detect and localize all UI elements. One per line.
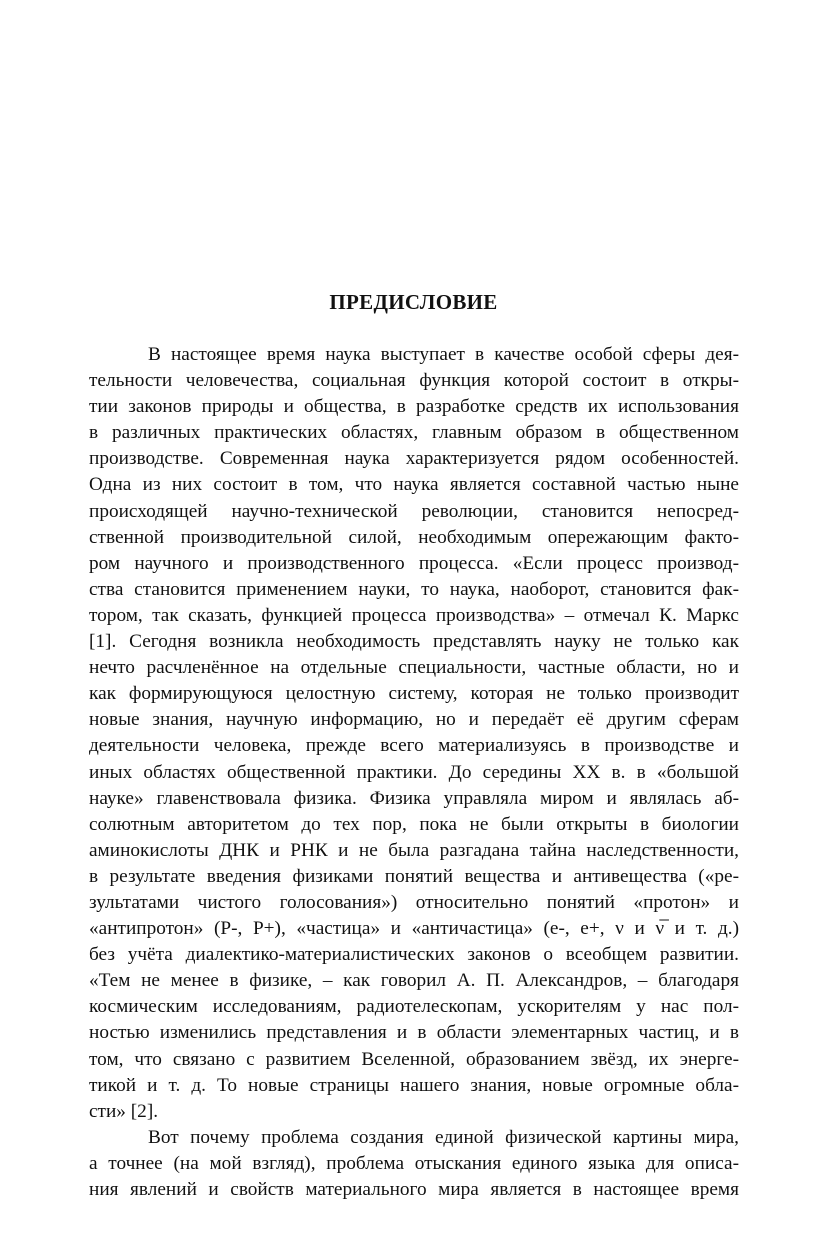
body-text	[89, 342, 739, 1203]
text-line: ственной производительной силой, необходимым опережающим факто-	[89, 526, 739, 548]
text-line: происходящей научно-технической революции, становится непосред-	[89, 500, 739, 522]
text-line: «Тем не менее в физике, – как говорил А. П. Александров, – благодаря	[89, 970, 739, 992]
text-line: иных областях общественной практики. До середины XX в. в «большой	[89, 761, 739, 783]
text-line: зультатами чистого голосования») относительно понятий «протон» и	[89, 891, 739, 913]
text-line: тии законов природы и общества, в разработке средств их использования	[89, 396, 739, 418]
text-line: космическим исследованиям, радиотелескопам, ускорителям у нас пол-	[89, 996, 739, 1018]
text-line: в результате введения физиками понятий вещества и антивещества («ре-	[89, 865, 739, 887]
text-line: производстве. Современная наука характеризуется рядом особенностей.	[89, 448, 739, 470]
page-title: ПРЕДИСЛОВИЕ	[329, 290, 498, 314]
text-line: деятельности человека, прежде всего материализуясь в производстве и	[89, 735, 739, 757]
text-line: в различных практических областях, главным образом в общественном	[89, 422, 739, 444]
text-line: тельности человечества, социальная функция которой состоит в откры-	[89, 370, 739, 392]
text-line: тором, так сказать, функцией процесса производства» – отмечал К. Маркс	[89, 604, 739, 626]
text-line: науке» главенствовала физика. Физика управляла миром и являлась аб-	[89, 787, 739, 809]
text-line: как формирующуюся целостную систему, которая не только производит	[89, 683, 739, 705]
text-line: [1]. Сегодня возникла необходимость представлять науку не только как	[89, 631, 739, 653]
text-line: новые знания, научную информацию, но и передаёт её другим сферам	[89, 709, 739, 731]
text-line: ния явлений и свойств материального мира является в настоящее время	[89, 1179, 739, 1200]
text-line: Вот почему проблема создания единой физической картины мира,	[148, 1126, 739, 1148]
text-line: без учёта диалектико-материалистических законов о всеобщем развитии.	[89, 944, 739, 966]
text-line: тикой и т. д. То новые страницы нашего знания, новые огромные обла-	[89, 1074, 739, 1096]
text-line: ства становится применением науки, то наука, наоборот, становится фак-	[89, 578, 739, 600]
text-line: ностью изменились представления и в области элементарных частиц, и в	[89, 1022, 739, 1044]
text-line: сти» [2].	[89, 1100, 159, 1122]
text-line: аминокислоты ДНК и РНК и не была разгадана тайна наследственности,	[89, 839, 739, 861]
text-line: В настоящее время наука выступает в качестве особой сферы дея-	[148, 344, 739, 365]
text-line: том, что связано с развитием Вселенной, образованием звёзд, их энерге-	[89, 1048, 739, 1070]
text-line: солютным авторитетом до тех пор, пока не были открыты в биологии	[89, 813, 739, 835]
text-line: а точнее (на мой взгляд), проблема отыскания единого языка для описа-	[89, 1152, 739, 1174]
text-line: «антипротон» (P-, P+), «частица» и «античастица» (e-, e+, ν и ν̅ и т. д.)	[89, 918, 739, 940]
text-line: Одна из них состоит в том, что наука является составной частью ныне	[89, 474, 739, 496]
text-line: ром научного и производственного процесса. «Если процесс производ-	[89, 552, 739, 574]
text-line: нечто расчленённое на отдельные специальности, частные области, но и	[89, 657, 739, 679]
